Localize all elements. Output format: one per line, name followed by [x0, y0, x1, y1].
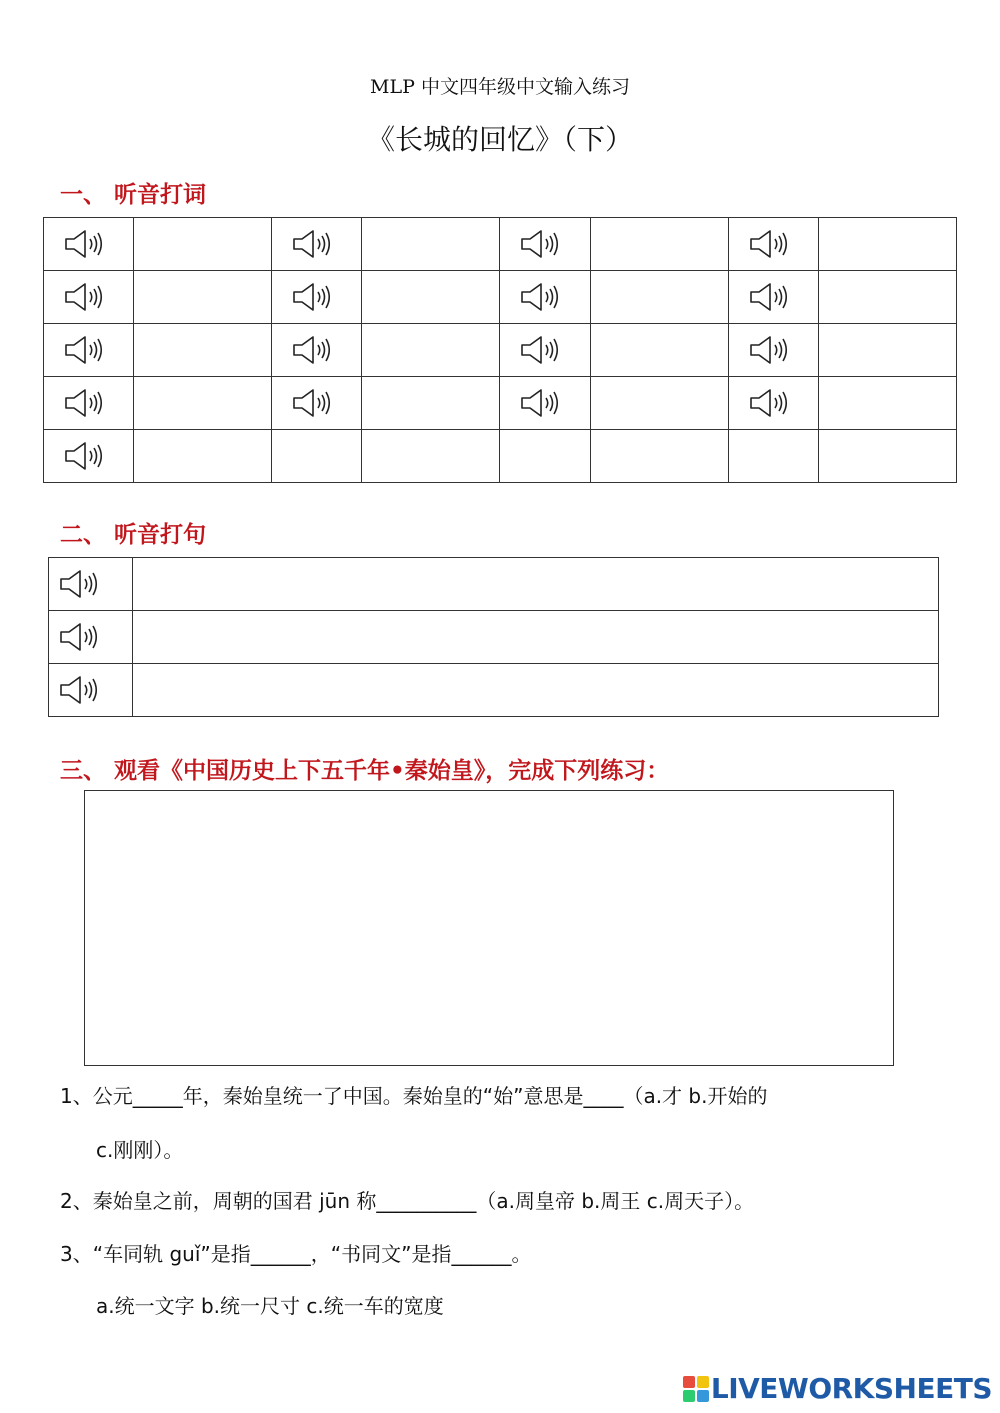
- question-3-options: a.统一文字 b.统一尺寸 c.统一车的宽度: [96, 1294, 444, 1318]
- speaker-icon[interactable]: [64, 440, 106, 472]
- word-answer-cell[interactable]: [134, 430, 272, 483]
- word-row: [44, 324, 957, 377]
- word-row: [44, 271, 957, 324]
- word-answer-cell[interactable]: [590, 430, 728, 483]
- speaker-icon[interactable]: [64, 281, 106, 313]
- speaker-cell: [728, 430, 818, 483]
- word-answer-cell[interactable]: [134, 324, 272, 377]
- video-player[interactable]: [84, 790, 894, 1066]
- speaker-cell: [500, 218, 590, 271]
- speaker-cell: [44, 377, 134, 430]
- speaker-cell: [500, 324, 590, 377]
- word-answer-cell[interactable]: [362, 430, 500, 483]
- word-answer-cell[interactable]: [362, 324, 500, 377]
- word-row: [44, 430, 957, 483]
- sentence-row: [49, 558, 939, 611]
- speaker-cell: [44, 218, 134, 271]
- question-1-line-2: c.刚刚）。: [96, 1138, 184, 1162]
- speaker-cell: [272, 324, 362, 377]
- question-3-line-1: 3、“车同轨 guǐ”是指______，“书同文”是指______。: [60, 1242, 532, 1266]
- word-answer-cell[interactable]: [134, 271, 272, 324]
- speaker-icon[interactable]: [64, 334, 106, 366]
- sentence-answer-cell[interactable]: [133, 611, 939, 664]
- section-2-heading: 二、 听音打句: [60, 522, 207, 548]
- speaker-cell: [49, 558, 133, 611]
- speaker-cell: [49, 664, 133, 717]
- speaker-cell: [44, 324, 134, 377]
- word-answer-cell[interactable]: [134, 218, 272, 271]
- sentence-answer-cell[interactable]: [133, 558, 939, 611]
- speaker-cell: [728, 218, 818, 271]
- sentence-dictation-table: [48, 557, 939, 717]
- word-row: [44, 377, 957, 430]
- sentence-row: [49, 664, 939, 717]
- speaker-icon[interactable]: [59, 674, 101, 706]
- liveworksheets-logo-icon: [683, 1376, 709, 1402]
- worksheet-subtitle: MLP 中文四年级中文输入练习: [370, 76, 630, 98]
- speaker-icon[interactable]: [749, 228, 791, 260]
- word-answer-cell[interactable]: [590, 218, 728, 271]
- sentence-row: [49, 611, 939, 664]
- speaker-icon[interactable]: [520, 387, 562, 419]
- word-answer-cell[interactable]: [818, 271, 956, 324]
- speaker-cell: [728, 377, 818, 430]
- speaker-cell: [44, 271, 134, 324]
- speaker-icon[interactable]: [292, 387, 334, 419]
- question-2: 2、秦始皇之前，周朝的国君 jūn 称__________（a.周皇帝 b.周王 c.周天子）。: [60, 1189, 755, 1213]
- word-answer-cell[interactable]: [590, 377, 728, 430]
- speaker-icon[interactable]: [64, 387, 106, 419]
- brand-name: LIVEWORKSHEETS: [710, 1372, 992, 1405]
- speaker-icon[interactable]: [749, 281, 791, 313]
- speaker-cell: [44, 430, 134, 483]
- speaker-icon[interactable]: [292, 281, 334, 313]
- section-1-heading: 一、 听音打词: [60, 182, 207, 208]
- speaker-icon[interactable]: [292, 228, 334, 260]
- speaker-icon[interactable]: [64, 228, 106, 260]
- question-1-line-1: 1、公元_____年，秦始皇统一了中国。秦始皇的“始”意思是____（a.才 b.开始的: [60, 1084, 768, 1108]
- word-answer-cell[interactable]: [818, 324, 956, 377]
- speaker-cell: [272, 218, 362, 271]
- word-answer-cell[interactable]: [818, 430, 956, 483]
- speaker-icon[interactable]: [520, 281, 562, 313]
- speaker-icon[interactable]: [749, 387, 791, 419]
- word-answer-cell[interactable]: [590, 324, 728, 377]
- word-answer-cell[interactable]: [818, 218, 956, 271]
- speaker-cell: [272, 377, 362, 430]
- sentence-answer-cell[interactable]: [133, 664, 939, 717]
- section-3-heading: 三、 观看《中国历史上下五千年•秦始皇》，完成下列练习：: [60, 758, 670, 784]
- word-answer-cell[interactable]: [362, 218, 500, 271]
- speaker-cell: [500, 377, 590, 430]
- speaker-icon[interactable]: [59, 568, 101, 600]
- word-row: [44, 218, 957, 271]
- speaker-cell: [500, 430, 590, 483]
- word-answer-cell[interactable]: [362, 271, 500, 324]
- word-dictation-table: [43, 217, 957, 483]
- word-answer-cell[interactable]: [362, 377, 500, 430]
- speaker-icon[interactable]: [520, 334, 562, 366]
- speaker-cell: [728, 324, 818, 377]
- worksheet-title: 《长城的回忆》（下）: [366, 123, 633, 156]
- speaker-cell: [272, 271, 362, 324]
- liveworksheets-logo: [683, 1372, 992, 1405]
- speaker-cell: [272, 430, 362, 483]
- speaker-icon[interactable]: [520, 228, 562, 260]
- speaker-cell: [49, 611, 133, 664]
- speaker-icon[interactable]: [59, 621, 101, 653]
- speaker-cell: [728, 271, 818, 324]
- speaker-icon[interactable]: [292, 334, 334, 366]
- word-answer-cell[interactable]: [590, 271, 728, 324]
- speaker-icon[interactable]: [749, 334, 791, 366]
- speaker-cell: [500, 271, 590, 324]
- word-answer-cell[interactable]: [818, 377, 956, 430]
- word-answer-cell[interactable]: [134, 377, 272, 430]
